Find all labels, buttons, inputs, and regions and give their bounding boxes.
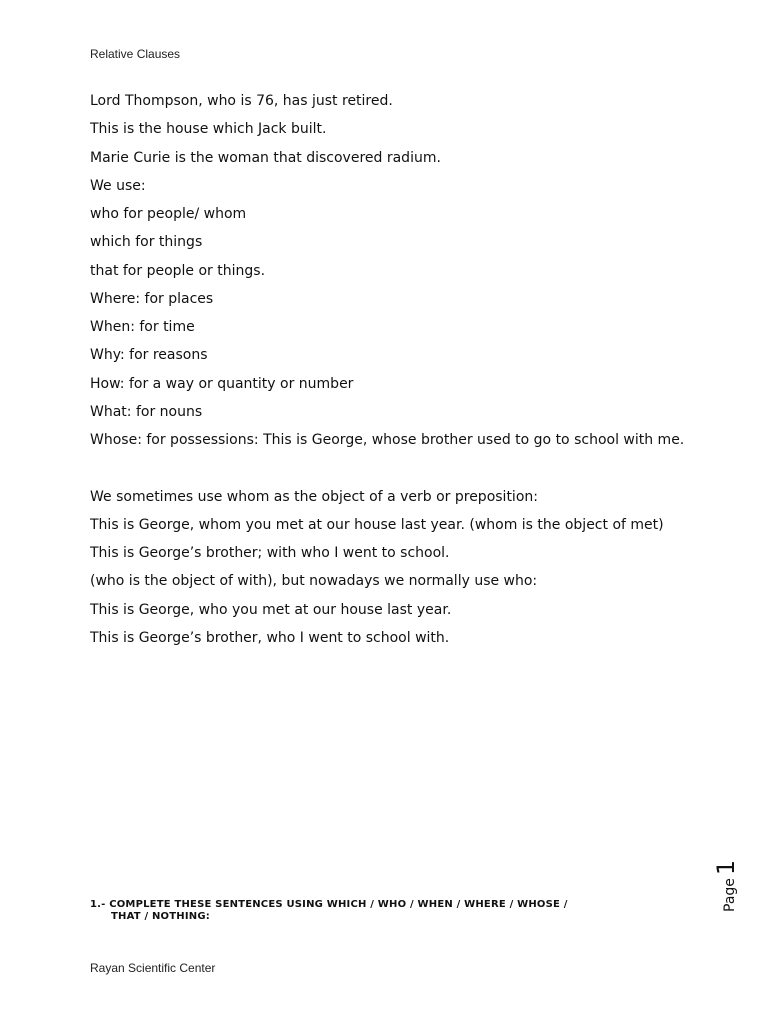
exercise-line-2: THAT / NOTHING: <box>111 911 210 922</box>
blank-line <box>90 458 730 478</box>
text-line: Marie Curie is the woman that discovered radium. <box>90 149 441 166</box>
text-line: This is George, whom you met at our house last year. (whom is the object of met) <box>90 516 664 533</box>
text-line: What: for nouns <box>90 403 203 420</box>
text-line: which for things <box>90 234 203 251</box>
text-line: that for people or things. <box>90 262 266 279</box>
page-number-label <box>712 860 740 912</box>
text-line: Lord Thompson, who is 76, has just retired. <box>90 93 393 109</box>
document-footer: Rayan Scientific Center <box>90 961 216 975</box>
text-line: We sometimes use whom as the object of a verb or preposition: <box>90 488 538 505</box>
text-line: Where: for places <box>90 290 214 307</box>
text-line: Whose: for possessions: This is George, whose brother used to go to school with me. <box>90 432 685 448</box>
text-line: This is George’s brother, who I went to school with. <box>90 629 450 646</box>
body-text <box>90 91 730 656</box>
page-number: 1 <box>712 859 740 876</box>
text-line: When: for time <box>90 319 195 335</box>
text-line: This is George, who you met at our house last year. <box>90 601 452 618</box>
text-line: This is the house which Jack built. <box>90 121 327 138</box>
exercise-heading <box>90 899 568 923</box>
text-line: who for people/ whom <box>90 206 247 222</box>
document-header: Relative Clauses <box>90 47 181 61</box>
page-word: Page <box>722 878 738 912</box>
text-line: This is George’s brother; with who I went to school. <box>90 545 450 561</box>
text-line: (who is the object of with), but nowadays we normally use who: <box>90 573 538 590</box>
text-line: Why: for reasons <box>90 347 208 364</box>
exercise-line-1: 1.- COMPLETE THESE SENTENCES USING WHICH / WHO / WHEN / WHERE / WHOSE / <box>90 899 568 910</box>
text-line: We use: <box>90 177 146 194</box>
text-line: How: for a way or quantity or number <box>90 375 354 392</box>
